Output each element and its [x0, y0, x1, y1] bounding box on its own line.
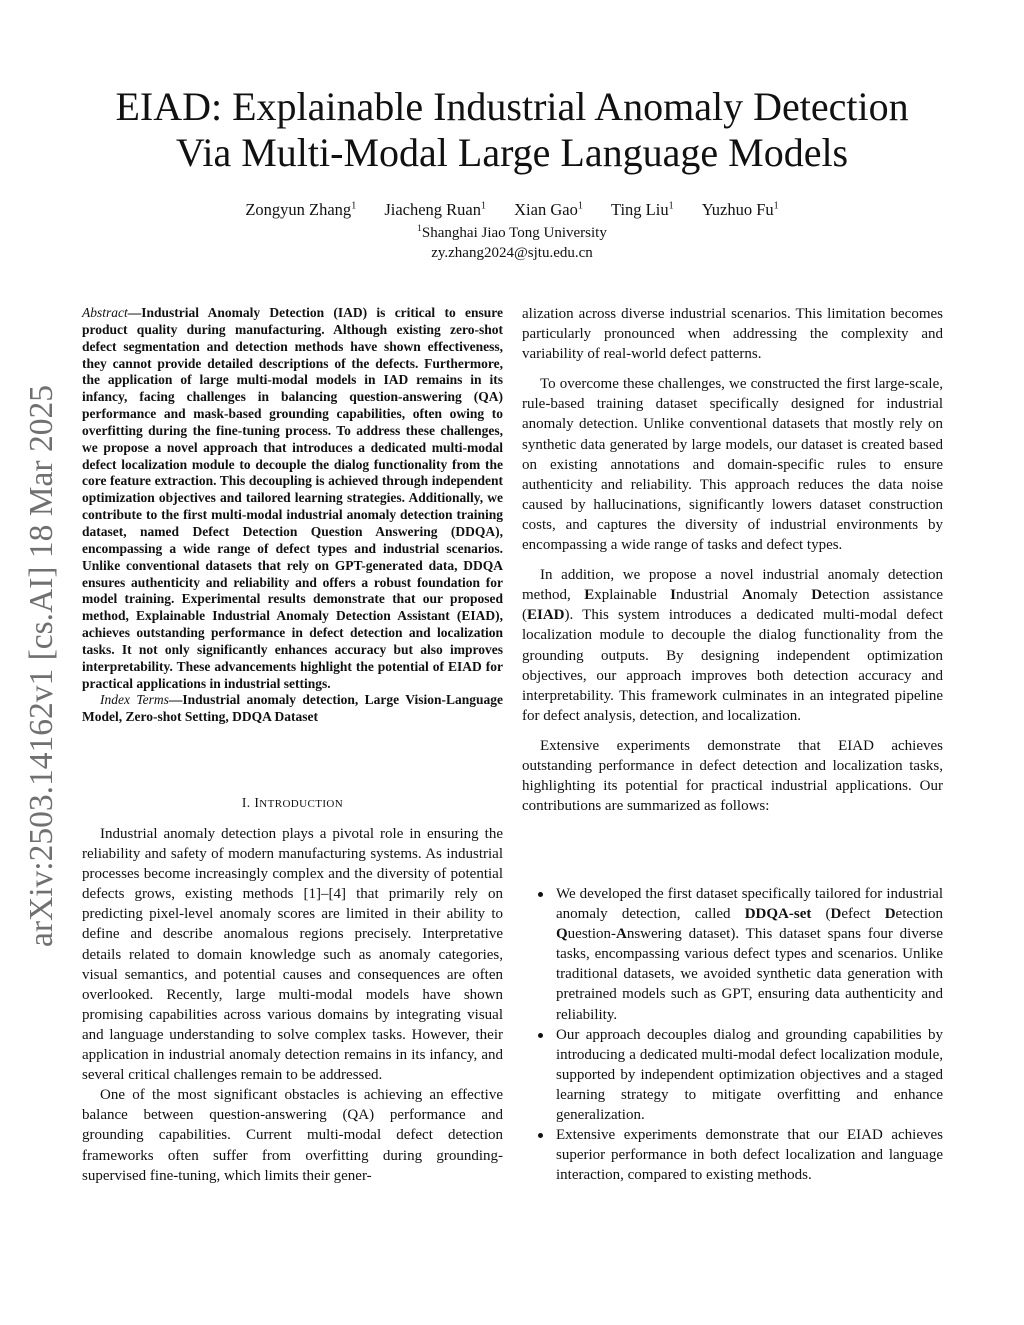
affiliation: $^1$Shanghai Jiao Tong University [417, 224, 607, 241]
list-item: We developed the first dataset specifically tailored for industrial anomaly detection, called DDQA-set (Defect Detection Question-Answering dataset). This dataset spans four diverse tasks, encompassing various defect types and scenarios. Unlike traditional datasets, we avoided synthetic data generation with pretrained models such as GPT, ensuring data authenticity and reliability. [522, 884, 943, 1025]
list-item: Our approach decouples dialog and grounding capabilities by introducing a dedicated multi-modal defect localization module, supported by independent optimization objectives and a staged learning strategy to mitigate overfitting and enhance generalization. [522, 1025, 943, 1125]
bullet-icon [538, 892, 543, 897]
contributions-list [522, 884, 943, 1185]
paragraph: alization across diverse industrial scenarios. This limitation becomes particularly pronounced when addressing the complexity and variability of real-world defect patterns. [522, 306, 943, 363]
paragraph: One of the most significant obstacles is achieving an effective balance between question-answering (QA) performance and grounding capabilities. Current multi-modal defect detection frameworks often suffer from overfitting during grounding-supervised fine-tuning, which limits their gener- [82, 1087, 503, 1184]
index-terms: Index Terms—Industrial anomaly detection, Large Vision-Language Model, Zero-shot Setting, DDQA Dataset [82, 692, 503, 725]
paragraph: In addition, we propose a novel industrial anomaly detection method, Explainable Industrial Anomaly Detection assistance (EIAD). This system introduces a dedicated multi-modal defect localization module to decouple the dialog functionality from the grounding outputs. By designing independent optimization objectives, our approach improves both detection accuracy and interpretability. This framework culminates in an integrated pipeline for defect analysis, detection, and localization. [522, 567, 943, 724]
author: Ting Liu$^1$ [610, 200, 674, 219]
author-list [0, 200, 1024, 220]
bullet-icon [538, 1033, 543, 1038]
list-item: Extensive experiments demonstrate that our EIAD achieves superior performance in both defect localization and language interaction, compared to existing methods. [522, 1125, 943, 1185]
abstract: Abstract—Industrial Anomaly Detection (IAD) is critical to ensure product quality during manufacturing. Although existing zero-shot defect segmentation and detection methods have shown effectiveness, they cannot provide detailed descriptions of the defects. Furthermore, the application of large multi-modal models in IAD remains in its infancy, facing challenges in balancing question-answering (QA) performance and mask-based grounding capabilities, often owing to overfitting during the fine-tuning process. To address these challenges, we propose a novel approach that introduces a dedicated multi-modal defect localization module to decouple the dialog functionality from the core feature extraction. This decoupling is achieved through independent optimization objectives and tailored learning strategies. Additionally, we contribute to the first multi-modal industrial anomaly detection training dataset, named Defect Detection Question Answering (DDQA), encompassing a wide range of defect types and industrial scenarios. Unlike conventional datasets that rely on GPT-generated data, DDQA ensures authenticity and reliability and offers a robust foundation for model training. Experimental results demonstrate that our proposed method, Explainable Industrial Anomaly Detection Assistant (EIAD), achieves outstanding performance in defect detection and localization tasks. It not only significantly enhances accuracy but also improves interpretability. These advancements highlight the potential of EIAD for practical applications in industrial settings. Index Terms—Industrial anomaly detection, Large Vision-Language Model, Zero-shot Setting, DDQA Dataset [82, 305, 503, 725]
paragraph: To overcome these challenges, we constructed the first large-scale, rule-based training dataset specifically designed for industrial anomaly detection. Unlike conventional datasets that mostly rely on synthetic data generated by large models, our dataset is created based on existing annotations and domain-specific rules to ensure authenticity and reliability. This approach reduces the data noise caused by hallucinations, significantly lowers dataset construction costs, and captures the diversity of industrial environments by encompassing a wide range of tasks and defect types. [522, 376, 943, 554]
author: Xian Gao$^1$ [514, 200, 583, 219]
author: Zongyun Zhang$^1$ [245, 200, 357, 219]
paragraph: Industrial anomaly detection plays a pivotal role in ensuring the reliability and safety of modern manufacturing systems. As industrial processes become increasingly complex and the diversity of potential defects grows, existing methods [1]–[4] that primarily rely on predicting pixel-level anomaly scores are limited in their ability to define and describe anomalous regions precisely. Interpretative details related to domain knowledge such as anomaly categories, visual semantics, and potential causes and consequences are often overlooked. Recently, large multi-modal models have shown promising capabilities across various domains by integrating visual and language understanding to solve complex tasks. However, their application in industrial anomaly detection remains in its infancy, and several critical challenges remain to be addressed. [82, 826, 503, 1084]
author: Jiacheng Ruan$^1$ [384, 200, 486, 219]
paragraph: Extensive experiments demonstrate that EIAD achieves outstanding performance in defect detection and localization tasks, highlighting its potential for practical industrial applications. Our contributions are summarized as follows: [522, 737, 943, 815]
bullet-icon [538, 1133, 543, 1138]
section-heading-introduction: I. INTRODUCTION [241, 795, 344, 810]
email: zy.zhang2024@sjtu.edu.cn [431, 245, 593, 261]
paper-title-line-2: Via Multi-Modal Large Language Models [175, 130, 849, 175]
right-column-body [522, 304, 943, 816]
arxiv-identifier: arXiv:2503.14162v1 [cs.AI] 18 Mar 2025 [23, 385, 60, 947]
paper-title-line-1: EIAD: Explainable Industrial Anomaly Detection [115, 84, 909, 129]
introduction-body [82, 824, 503, 1186]
author: Yuzhuo Fu$^1$ [701, 200, 779, 219]
